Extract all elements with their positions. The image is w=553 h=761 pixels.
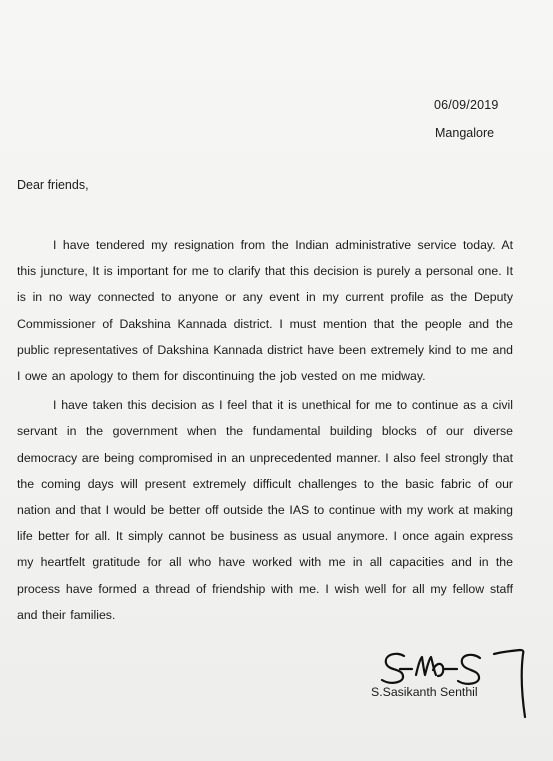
letter-place: Mangalore (435, 126, 495, 140)
letter-date: 06/09/2019 (434, 98, 499, 112)
letter-body (17, 232, 513, 628)
paragraph-2: I have taken this decision as I feel that it is unethical for me to continue as a civil servant in the government when the fundamental building blocks of our diverse democracy are being compromised in an unprecedented manner. I also feel strongly that the coming days will present extremely difficult challenges to the basic fabric of our nation and that I would be better off outside the IAS to continue with my work at making life better for all. It simply cannot be business as usual anymore. I once again express my heartfelt gratitude for all who have worked with me in all capacities and in the process have formed a thread of friendship with me. I wish well for all my fellow staff and their families. (17, 398, 513, 622)
signatory-name: S.Sasikanth Senthil (371, 685, 478, 699)
paragraph-1: I have tendered my resignation from the Indian administrative service today. At this juncture, It is important for me to clarify that this decision is purely a personal one. It is in no way connected to anyone or any event in my current profile as the Deputy Commissioner of Dakshina Kannada district. I must mention that the people and the public representatives of Dakshina Kannada district have been extremely kind to me and I owe an apology to them for discontinuing the job vested on me midway. (17, 238, 513, 384)
handwritten-signature (378, 642, 538, 724)
salutation: Dear friends, (17, 178, 89, 192)
